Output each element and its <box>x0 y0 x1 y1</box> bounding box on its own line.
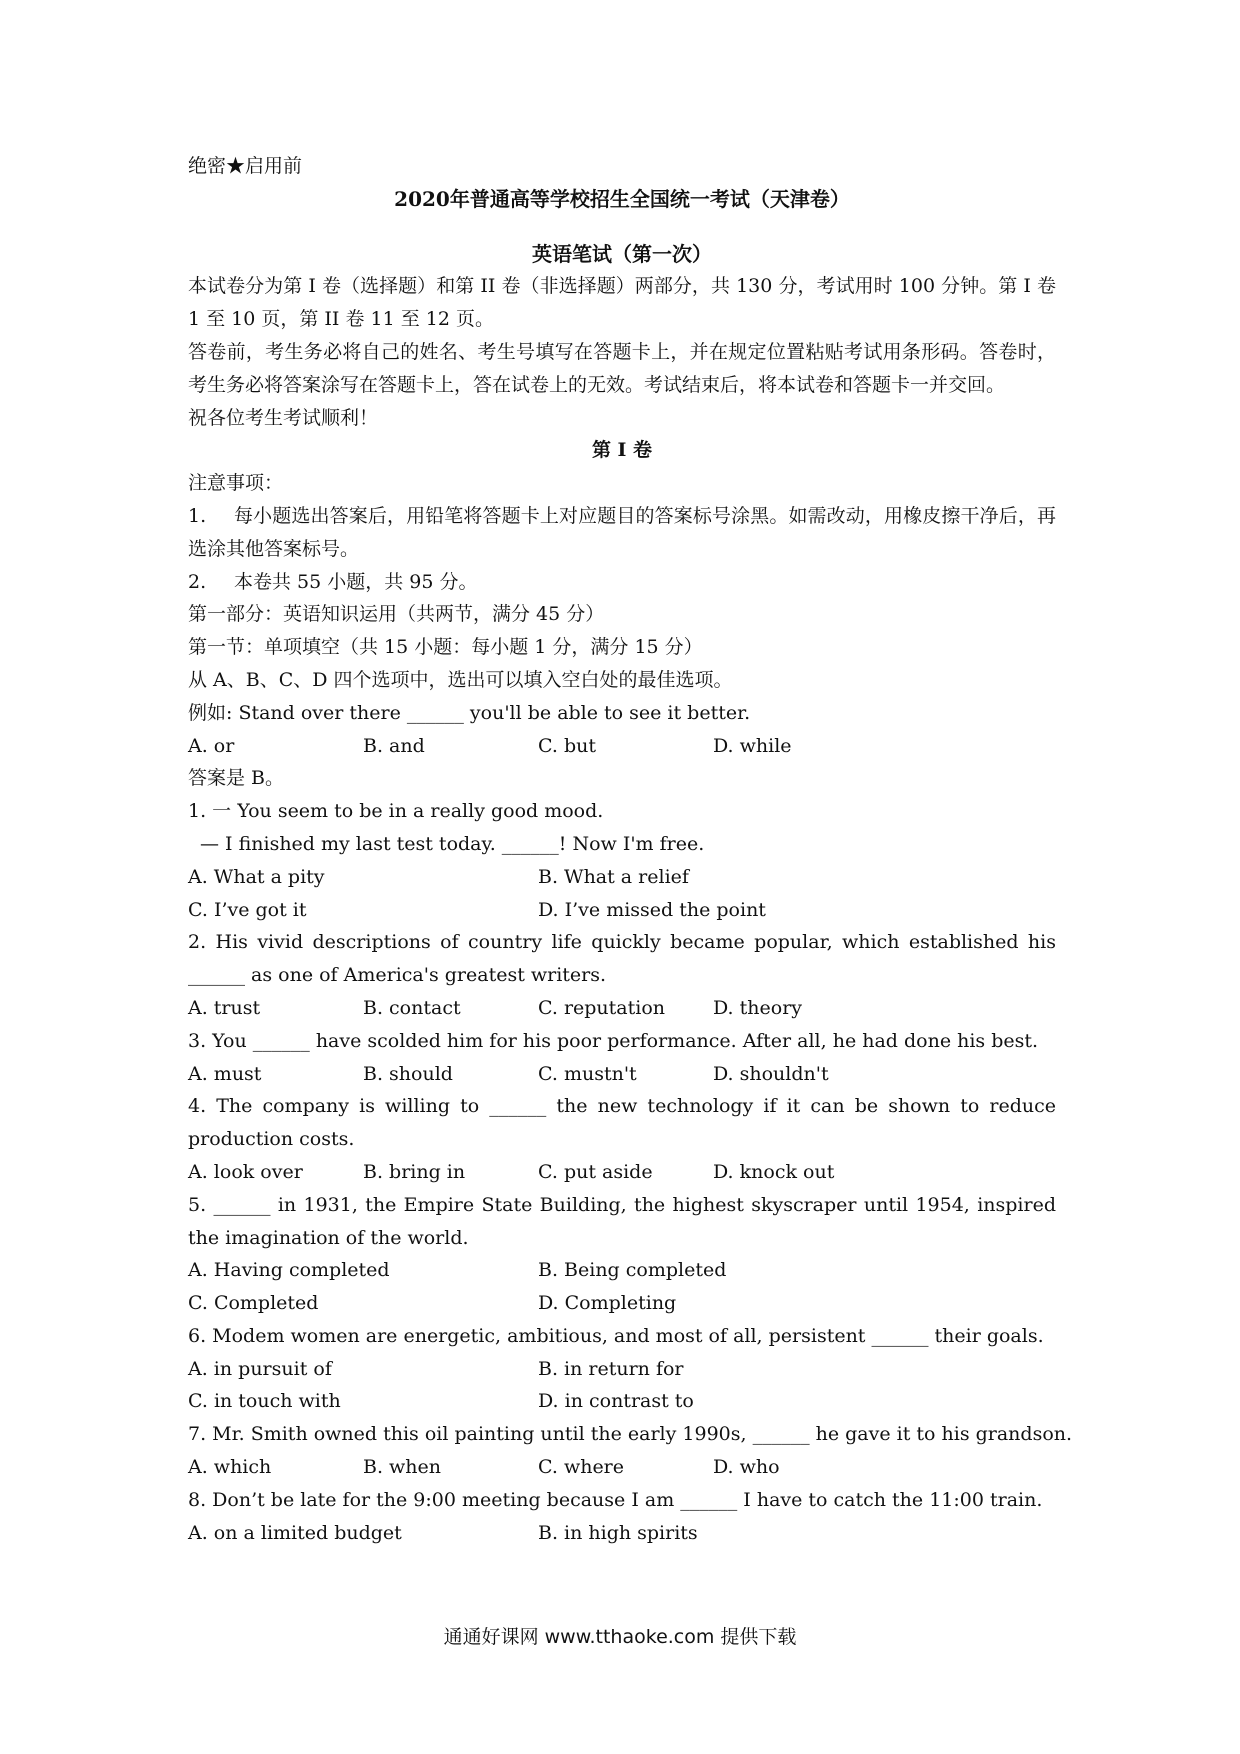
notes-item-text: 本卷共 55 小题，共 95 分。 <box>234 570 478 593</box>
notes-item <box>188 566 1056 599</box>
option: C. in touch with <box>188 1390 341 1413</box>
section-instruction: 从 A、B、C、D 四个选项中，选出可以填入空白处的最佳选项。 <box>188 668 733 691</box>
notes-item-number: 1. <box>188 504 207 527</box>
option: C. mustn't <box>538 1062 637 1085</box>
question-options <box>188 1156 1056 1189</box>
question-options <box>188 1058 1056 1091</box>
option: D. I’ve missed the point <box>538 898 766 921</box>
question-stem: 4. The company is willing to ______ the new technology if it can be shown to reduce production costs. <box>188 1095 1056 1151</box>
question-options <box>188 1385 1056 1418</box>
option: B. contact <box>363 996 461 1019</box>
example-options <box>188 730 1056 763</box>
notes-heading: 注意事项： <box>188 472 284 495</box>
question-stem: 7. Mr. Smith owned this oil painting until the early 1990s, ______ he gave it to his grandson. <box>188 1423 1073 1446</box>
option: D. in contrast to <box>538 1390 694 1413</box>
question-stem: 6. Modem women are energetic, ambitious, and most of all, persistent ______ their goals. <box>188 1324 1044 1347</box>
option: D. theory <box>713 996 803 1019</box>
option: A. in pursuit of <box>188 1357 332 1380</box>
option: C. where <box>538 1456 625 1479</box>
option: C. Completed <box>188 1292 319 1315</box>
question-options <box>188 1287 1056 1320</box>
notes-item-number: 2. <box>188 570 207 593</box>
option: A. which <box>188 1456 272 1479</box>
option: A. Having completed <box>188 1259 390 1282</box>
option: A. trust <box>188 996 261 1019</box>
option: B. What a relief <box>538 865 689 888</box>
volume-title: 第 I 卷 <box>591 439 653 462</box>
option: B. in high spirits <box>538 1521 698 1544</box>
option: A. look over <box>188 1160 303 1183</box>
option: D. shouldn't <box>713 1062 829 1085</box>
option: B. bring in <box>363 1160 466 1183</box>
notes-item-text: 每小题选出答案后，用铅笔将答题卡上对应题目的答案标号涂黑。如需改动，用橡皮擦干净后，再选涂其他答案标号。 <box>188 504 1056 560</box>
question-stem: 8. Don’t be late for the 9:00 meeting because I am ______ I have to catch the 11:00 train. <box>188 1488 1043 1511</box>
intro-blessing: 祝各位考生考试顺利！ <box>188 406 379 429</box>
question-stem: 2. His vivid descriptions of country life quickly became popular, which established his ______ as one of America's greatest writers. <box>188 931 1056 987</box>
option: B. and <box>363 734 425 757</box>
question-stem: 3. You ______ have scolded him for his poor performance. After all, he had done his best. <box>188 1029 1039 1052</box>
option: D. knock out <box>713 1160 835 1183</box>
question-options <box>188 894 1056 927</box>
example-stem: 例如: Stand over there ______ you'll be able to see it better. <box>188 701 751 724</box>
part-heading: 第一部分：英语知识运用（共两节，满分 45 分） <box>188 603 605 626</box>
section-heading: 第一节：单项填空（共 15 小题：每小题 1 分，满分 15 分） <box>188 636 703 659</box>
exam-title: 2020年普通高等学校招生全国统一考试（天津卷） <box>394 186 850 211</box>
question-options <box>188 992 1056 1025</box>
option: D. Completing <box>538 1292 677 1315</box>
question-stem: 5. ______ in 1931, the Empire State Building, the highest skyscraper until 1954, inspired the imagination of the world. <box>188 1193 1056 1249</box>
question-options <box>188 861 1056 894</box>
paper-title: 英语笔试（第一次） <box>532 241 712 266</box>
option: D. while <box>713 734 792 757</box>
option: B. in return for <box>538 1357 684 1380</box>
question-stem: 1. 一 You seem to be in a really good mood. <box>188 800 604 823</box>
page-content <box>188 150 1073 1549</box>
option: A. or <box>188 734 235 757</box>
option: B. Being completed <box>538 1259 727 1282</box>
option: C. reputation <box>538 996 666 1019</box>
option: C. put aside <box>538 1160 653 1183</box>
option: D. who <box>713 1456 780 1479</box>
question-stem-reply: — I finished my last test today. ______! Now I'm free. <box>200 832 705 855</box>
option: A. on a limited budget <box>188 1521 402 1544</box>
intro-paragraph-1: 本试卷分为第 I 卷（选择题）和第 II 卷（非选择题）两部分，共 130 分，考试用时 100 分钟。第 I 卷 1 至 10 页，第 II 卷 11 至 12 页。 <box>188 275 1056 331</box>
option: B. should <box>363 1062 453 1085</box>
footer-download-credit: 通通好课网 www.tthaoke.com 提供下载 <box>443 1626 797 1648</box>
question-options <box>188 1353 1056 1386</box>
question-options <box>188 1254 1056 1287</box>
option: B. when <box>363 1456 442 1479</box>
question-options <box>188 1451 1056 1484</box>
example-answer: 答案是 B。 <box>188 767 285 790</box>
notes-item <box>188 500 1056 566</box>
option: C. I’ve got it <box>188 898 307 921</box>
secret-mark: 绝密★启用前 <box>188 155 303 177</box>
option: C. but <box>538 734 596 757</box>
question-options <box>188 1517 1056 1550</box>
option: A. What a pity <box>188 865 325 888</box>
option: A. must <box>188 1062 262 1085</box>
intro-paragraph-2: 答卷前，考生务必将自己的姓名、考生号填写在答题卡上，并在规定位置粘贴考试用条形码。答卷时，考生务必将答案涂写在答题卡上，答在试卷上的无效。考试结束后，将本试卷和答题卡一并交回。 <box>188 340 1056 396</box>
